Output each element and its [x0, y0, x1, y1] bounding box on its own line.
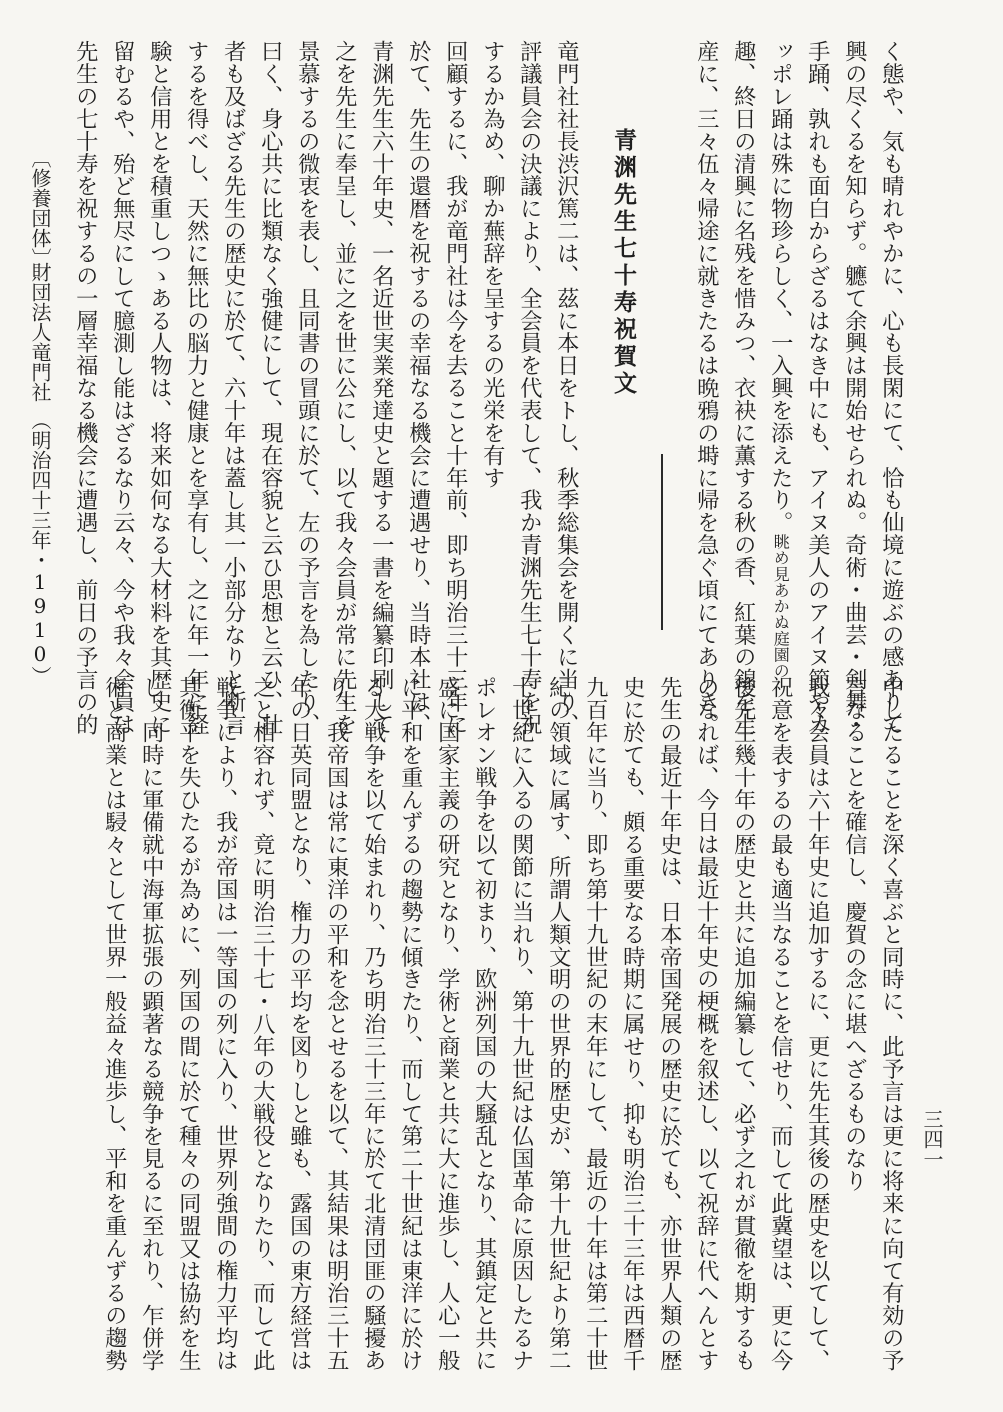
text-line: 於て、先生の還暦を祝するの幸福なる機会に遭遇せり、当時本社は、 — [405, 40, 432, 736]
text-line: 年の日英同盟となり、権力の平均を図りしと雖も、露国の東方経営は — [286, 676, 313, 1372]
section-divider — [661, 454, 663, 630]
text-line: 戦争により、我が帝国は一等国の列に入り、世界列強間の権力平均は — [212, 676, 239, 1372]
text-line: 回顧するに、我が竜門社は今を去ること十年前、即ち明治三十三年に — [442, 40, 469, 736]
text-line: 竜門社社長渋沢篤二は、茲に本日をトし、秋季総集会を開くに当り、 — [553, 40, 580, 736]
text-line: 手踊、孰れも面白からざるはなき中にも、アイヌ美人のアイヌ節やカ — [804, 40, 831, 736]
text-line: 我々会員は六十年史に追加するに、更に先生其後の歴史を以てして、 — [804, 676, 831, 1372]
text-line: 中したることを深く喜ぶと同時に、此予言は更に将来に向て有効の予 — [878, 676, 905, 1372]
text-line: 曰く、身心共に比類なく強健にして、現在容貌と云ひ思想と云ひ、壮 — [257, 40, 284, 736]
text-line — [767, 40, 794, 679]
text-line: る大戦争を以て始まれり、乃ち明治三十三年に於て北清団匪の騒擾あ — [360, 676, 387, 1372]
text-line: 之を先生に奉呈し、並に之を世に公にし、以て我々会員が常に先生を — [331, 40, 358, 736]
text-line: 九百年に当り、即ち第十九世紀の末年にして、最近の十年は第二十世 — [582, 676, 609, 1372]
text-line: 青渊先生六十年史、一名近世実業発達史と題する一書を編纂印刷して — [368, 40, 395, 736]
text-line: 盛に国家主義の研究となり、学術と商業と共に大に進歩し、人心一般 — [434, 676, 461, 1372]
text-line: のなれば、今日は最近十年史の梗概を叙述し、以て祝辞に代へんとす — [693, 676, 720, 1372]
footer-category: 〔修養団体〕 — [28, 148, 52, 268]
text-line: し、同時に軍備就中海軍拡張の顕著なる競争を見るに至れり、乍併学 — [138, 676, 165, 1372]
text-line: 後先生幾十年の歴史と共に追加編纂して、必ず之れが貫徹を期するも — [730, 676, 757, 1372]
text-line: 評議員会の決議により、全会員を代表して、我か青渊先生七十寿を祝 — [516, 40, 543, 736]
text-line-main: ッポレ踊は殊に物珍らしく、一入興を添えたり。 — [767, 40, 794, 534]
section-title: 青渊先生七十寿祝賀文 — [610, 128, 637, 398]
text-line: 紀の領域に属す、所謂人類文明の世界的歴史が、第十九世紀より第二 — [545, 676, 572, 1372]
text-line: 十世紀に入るの関節に当れり、第十九世紀は仏国革命に原因したるナ — [508, 676, 535, 1372]
text-line: 術と商業とは駸々として世界一般益々進歩し、平和を重んずるの趨勢 — [101, 676, 128, 1372]
text-line: するか為め、聊か蕪辞を呈するの光栄を有す — [479, 40, 506, 489]
text-line: く態や、気も晴れやかに、心も長閑にて、恰も仙境に遊ぶの感ありて — [878, 40, 905, 736]
text-line: 留むるや、殆ど無尽にして臆測し能はざるなり云々、今や我々会員は — [109, 40, 136, 736]
text-line-main: 趣、終日の清興に名残を惜みつ、衣袂に薫する秋の香、紅葉の錦を土 — [730, 40, 757, 736]
text-line: 景慕するの微衷を表し、且同書の冒頭に於て、左の予言を為したり、 — [294, 40, 321, 736]
text-line: 祝意を表するの最も適当なることを信せり、而して此冀望は、更に今 — [767, 676, 794, 1372]
text-line: 史に於ても、頗る重要なる時期に属せり、抑も明治三十三年は西暦千 — [619, 676, 646, 1372]
text-line: 先生の七十寿を祝するの一層幸福なる機会に遭遇し、前日の予言の的 — [72, 40, 99, 736]
text-line: 其衡平を失ひたるが為めに、列国の間に於て種々の同盟又は協約を生 — [175, 676, 202, 1372]
footer-era: （明治四十三年・1910） — [28, 410, 52, 686]
text-line: 之と相容れず、竟に明治三十七・八年の大戦役となりたり、而して此 — [249, 676, 276, 1372]
text-line: 言なることを確信し、慶賀の念に堪へざるものなり — [841, 676, 868, 1192]
footer-org: 財団法人竜門社 — [28, 262, 52, 402]
text-line: り、我帝国は常に東洋の平和を念とせるを以て、其結果は明治三十五 — [323, 676, 350, 1372]
text-line: ポレオン戦争を以て初まり、欧洲列国の大騒乱となり、其鎮定と共に — [471, 676, 498, 1372]
text-line: に平和を重んずるの趨勢に傾きたり、而して第二十世紀は東洋に於け — [397, 676, 424, 1372]
text-line: 先生の最近十年史は、日本帝国発展の歴史に於ても、亦世界人類の歴 — [656, 676, 683, 1372]
text-line: 興の尽くるを知らず。軈て余興は開始せられぬ。奇術・曲芸・剣舞・ — [841, 40, 868, 736]
page-number: 三四一 — [920, 1109, 944, 1169]
text-line — [730, 40, 757, 736]
text-line: 験と信用とを積重しつゝある人物は、将来如何なる大材料を其歴史に — [146, 40, 173, 736]
text-line: するを得べし、天然に無比の脳力と健康とを享有し、之に年一年に経 — [183, 40, 210, 736]
text-line: 者も及ばざる先生の歴史に於て、六十年は蓋し其一小部分なりと断言 — [220, 40, 247, 736]
text-line: 産に、三々伍々帰途に就きたるは晩鴉の塒に帰を急ぐ頃にてありき。 — [693, 40, 720, 736]
text-line-small: 眺め見あかぬ庭園の — [771, 533, 791, 679]
